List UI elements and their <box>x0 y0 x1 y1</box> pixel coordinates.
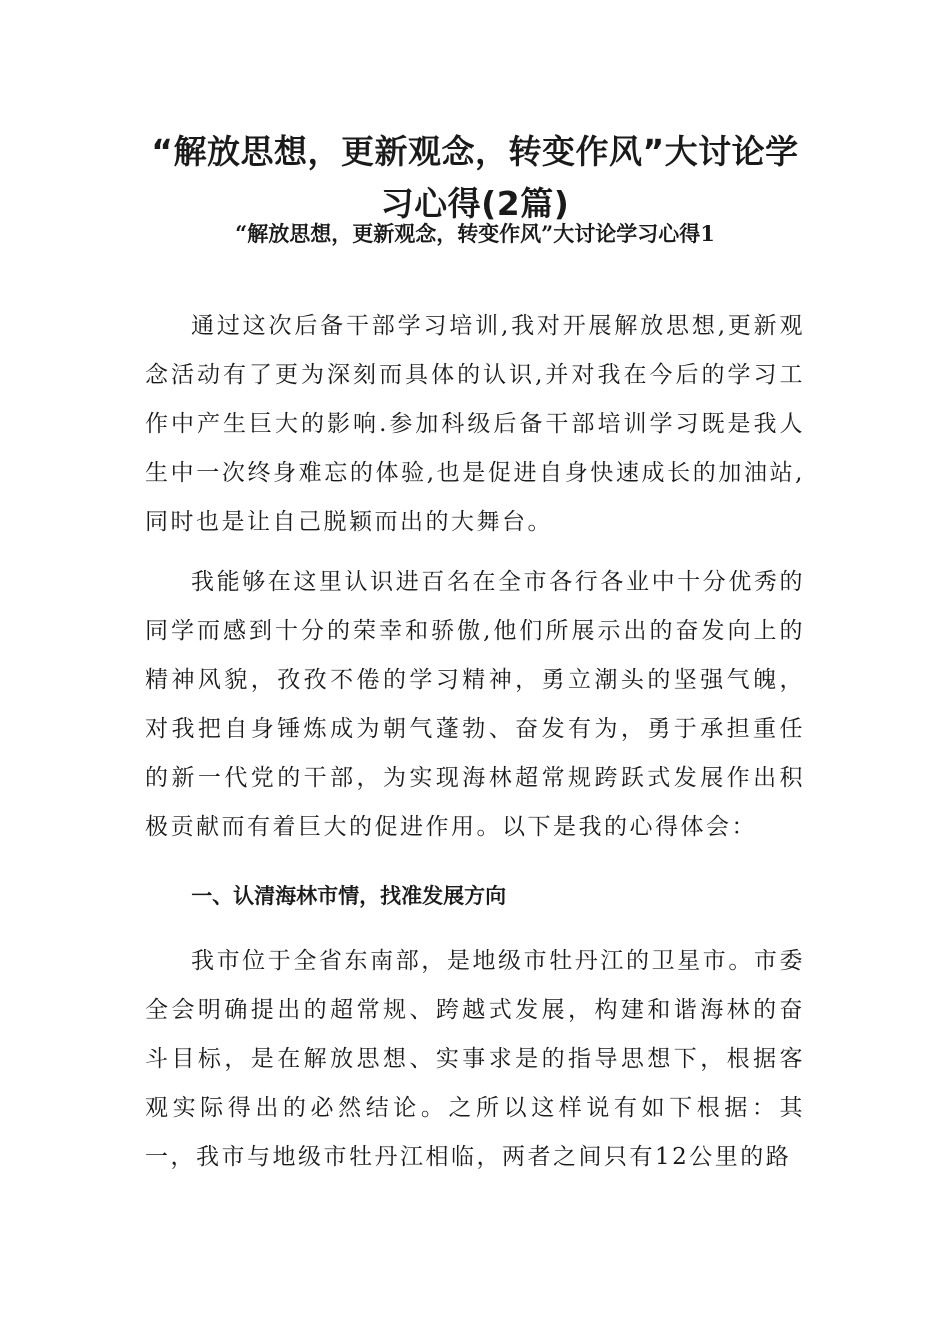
paragraph-2: 我能够在这里认识进百名在全市各行各业中十分优秀的同学而感到十分的荣幸和骄傲,他们所展示出的奋发向上的精神风貌，孜孜不倦的学习精神，勇立潮头的坚强气魄，对我把自身锤炼成为朝气蓬勃、奋发有为，勇于承担重任的新一代党的干部，为实现海林超常规跨跃式发展作出积极贡献而有着巨大的促进作用。以下是我的心得体会： <box>145 569 805 840</box>
article-subtitle: “解放思想，更新观念，转变作风”大讨论学习心得1 <box>235 221 715 246</box>
paragraph-3: 我市位于全省东南部，是地级市牡丹江的卫星市。市委全会明确提出的超常规、跨越式发展，构建和谐海林的奋斗目标，是在解放思想、实事求是的指导思想下，根据客观实际得出的必然结论。之所以这样说有如下根据：其一，我市与地级市牡丹江相临，两者之间只有12公里的路 <box>145 948 805 1170</box>
section-heading-1: 一、认清海林市情，找准发展方向 <box>191 883 507 908</box>
document-title: “解放思想，更新观念，转变作风”大讨论学习心得(2篇) <box>151 132 799 223</box>
paragraph-1: 通过这次后备干部学习培训,我对开展解放思想,更新观念活动有了更为深刻而具体的认识,并对我在今后的学习工作中产生巨大的影响.参加科级后备干部培训学习既是我人生中一次终身难忘的体验,也是促进自身快速成长的加油站,同时也是让自己脱颖而出的大舞台。 <box>145 313 805 535</box>
